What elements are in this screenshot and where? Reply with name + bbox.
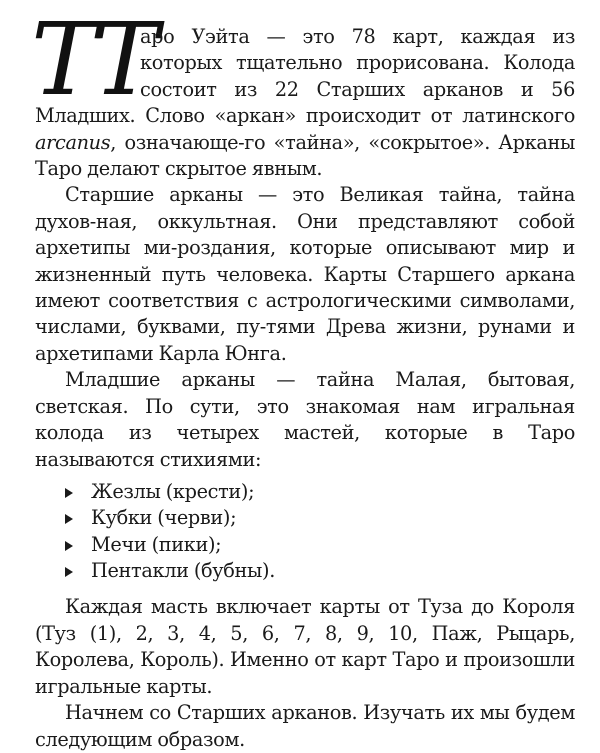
latin-word: arcanus bbox=[35, 130, 111, 154]
list-item bbox=[35, 532, 575, 558]
paragraph-conclusion: Начнем со Старших арканов. Изучать их мы будем следующим образом. bbox=[35, 701, 575, 751]
list-item bbox=[35, 558, 575, 584]
paragraph-minor-arcana: Младшие арканы — тайна Малая, бытовая, светская. По сути, это знакомая нам игральная колода из четырех мастей, которые в Таро называются стихиями: bbox=[35, 368, 575, 471]
suits-list bbox=[35, 479, 575, 585]
list-item bbox=[35, 505, 575, 531]
triangle-bullet-icon bbox=[65, 567, 73, 577]
intro-text-end: , означающе-го «тайна», «сокрытое». Арканы Таро делают скрытое явным. bbox=[35, 130, 575, 181]
paragraph-suits: Каждая масть включает карты от Туза до Короля (Туз (1), 2, 3, 4, 5, 6, 7, 8, 9, 10, Паж, Рыцарь, Королева, Король). Именно от карт Таро и произошли игральные карты. bbox=[35, 595, 575, 698]
paragraph-intro bbox=[31, 1, 575, 182]
intro-text: аро Уэйта — это 78 карт, каждая из которых тщательно прорисована. Колода состоит из 22 Старших арканов и 56 Младших. Слово «аркан» происходит от латинского bbox=[35, 25, 575, 128]
suit-label: Жезлы (крести); bbox=[91, 479, 255, 503]
drop-cap: ТТ bbox=[31, 1, 153, 118]
suit-label: Пентакли (бубны). bbox=[91, 559, 275, 583]
paragraph-major-arcana: Старшие арканы — это Великая тайна, тайна духов-ная, оккультная. Они представляют собой архетипы ми-роздания, которые описывают мир и жизненный путь человека. Карты Старшего аркана имеют соответствия с астрологическими символами, числами, буквами, пу-тями Древа жизни, рунами и архетипами Карла Юнга. bbox=[35, 183, 575, 365]
suit-label: Мечи (пики); bbox=[91, 532, 222, 556]
triangle-bullet-icon bbox=[65, 488, 73, 498]
list-item bbox=[35, 479, 575, 505]
triangle-bullet-icon bbox=[65, 541, 73, 551]
triangle-bullet-icon bbox=[65, 514, 73, 524]
suit-label: Кубки (черви); bbox=[91, 506, 237, 530]
page-text bbox=[31, 1, 575, 753]
